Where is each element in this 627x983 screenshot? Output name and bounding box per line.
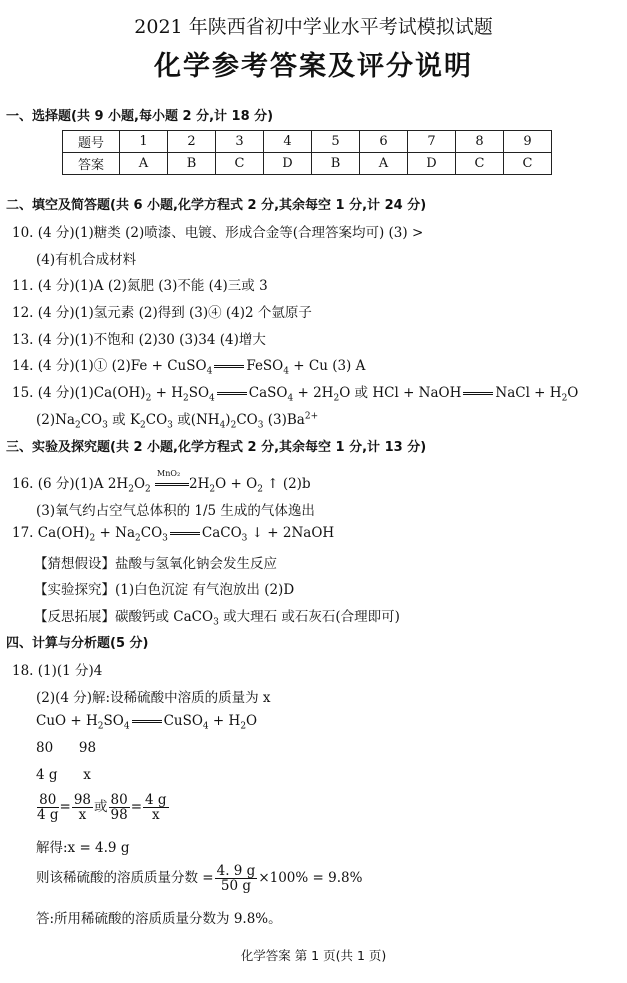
answer-q18-final: 答:所用稀硫酸的溶质质量分数为 9.8%。 <box>36 911 282 927</box>
answer-q14: 14. (4 分)(1)① (2)Fe + CuSO$_4$ FeSO$_4$ + Cu (3) A <box>12 358 366 377</box>
table-cell: 2 <box>168 131 216 153</box>
table-cell: D <box>264 153 312 175</box>
table-cell: 3 <box>216 131 264 153</box>
answer-q16-part3: (3)氧气约占空气总体积的 1/5 生成的气体逸出 <box>36 503 315 519</box>
answer-table <box>62 130 552 175</box>
answer-q11: 11. (4 分)(1)A (2)氮肥 (3)不能 (4)三或 3 <box>12 278 268 294</box>
table-cell: C <box>456 153 504 175</box>
answer-q12: 12. (4 分)(1)氢元素 (2)得到 (3)④ (4)2 个氩原子 <box>12 305 312 321</box>
table-cell: B <box>168 153 216 175</box>
answer-q18-equation: CuO + $H_2SO_4$ CuSO$_4$ + $H_2O$ <box>36 713 258 732</box>
answer-q15: 15. (4 分)$(1)Ca(OH)_2 + H_2SO_4$ CaSO$_4$ + $2H_2O$ 或 HCl + NaOH NaCl + $H_2O$ <box>12 385 579 404</box>
table-cell: A <box>360 153 408 175</box>
answer-q13: 13. (4 分)(1)不饱和 (2)30 (3)34 (4)增大 <box>12 332 266 348</box>
answer-q10: 10. (4 分)(1)糖类 (2)喷漆、电镀、形成合金等(合理答案均可) (3) > <box>12 225 424 241</box>
answer-q17: 17. $Ca(OH)_2 + Na_2CO_3$ CaCO$_3$ ↓ + 2NaOH <box>12 525 335 544</box>
answer-q18-masses: 80 98 <box>36 740 97 756</box>
answer-q18-part1: 18. (1)(1 分)4 <box>12 663 103 679</box>
answer-q10-part4: (4)有机合成材料 <box>36 252 137 268</box>
exam-title: 2021 年陕西省初中学业水平考试模拟试题 <box>134 16 493 38</box>
table-cell: B <box>312 153 360 175</box>
answer-q18-solution: 解得:x = 4.9 g <box>36 840 130 856</box>
answer-q18-part2: (2)(4 分)解:设稀硫酸中溶质的质量为 x <box>36 690 271 706</box>
table-cell: 7 <box>408 131 456 153</box>
table-row <box>63 131 552 153</box>
section4-heading: 四、计算与分析题(5 分) <box>6 636 149 651</box>
section3-heading: 三、实验及探究题(共 2 小题,化学方程式 2 分,其余每空 1 分,计 13 分) <box>6 440 427 455</box>
table-cell: C <box>216 153 264 175</box>
answer-q18-quantities: 4 g x <box>36 767 91 783</box>
answer-q15-part2: $(2)Na_2CO_3$ 或 $K_2CO_3$ 或$(NH_4)_2CO_3$ $(3)Ba^{2+}$ <box>36 411 319 431</box>
answer-q17-reflection: 【反思拓展】碳酸钙或 CaCO$_3$ 或大理石 或石灰石(合理即可) <box>34 609 400 628</box>
answer-q17-hypothesis: 【猜想假设】盐酸与氢氧化钠会发生反应 <box>34 556 277 572</box>
table-cell: 8 <box>456 131 504 153</box>
answer-q18-percentage: 则该稀硫酸的溶质质量分数 = $\frac{4. 9 g}{50 g}$ ×100% = 9.8% <box>36 863 363 894</box>
table-cell: 5 <box>312 131 360 153</box>
page-footer: 化学答案 第 1 页(共 1 页) <box>240 948 387 963</box>
row-label-answer: 答案 <box>63 153 120 175</box>
table-cell: 9 <box>504 131 552 153</box>
table-cell: 6 <box>360 131 408 153</box>
table-row <box>63 153 552 175</box>
section1-heading: 一、选择题(共 9 小题,每小题 2 分,计 18 分) <box>6 109 274 124</box>
answer-q16: 16. (6 分)(1)A $2H_2O_2$ MnO₂ $2H_2O + O_2$ ↑ (2)b <box>12 468 311 495</box>
answer-q18-proportion: $\frac{80}{4 g}$ = $\frac{98}{x}$ 或 $\frac{80}{98}$ = $\frac{4 g}{x}$ <box>37 792 167 823</box>
section2-heading: 二、填空及简答题(共 6 小题,化学方程式 2 分,其余每空 1 分,计 24 分) <box>6 198 427 213</box>
answer-q17-experiment: 【实验探究】(1)白色沉淀 有气泡放出 (2)D <box>34 582 295 598</box>
table-cell: D <box>408 153 456 175</box>
table-cell: A <box>120 153 168 175</box>
answer-key-title: 化学参考答案及评分说明 <box>154 51 473 82</box>
table-cell: 4 <box>264 131 312 153</box>
row-label-number: 题号 <box>63 131 120 153</box>
table-cell: 1 <box>120 131 168 153</box>
table-cell: C <box>504 153 552 175</box>
